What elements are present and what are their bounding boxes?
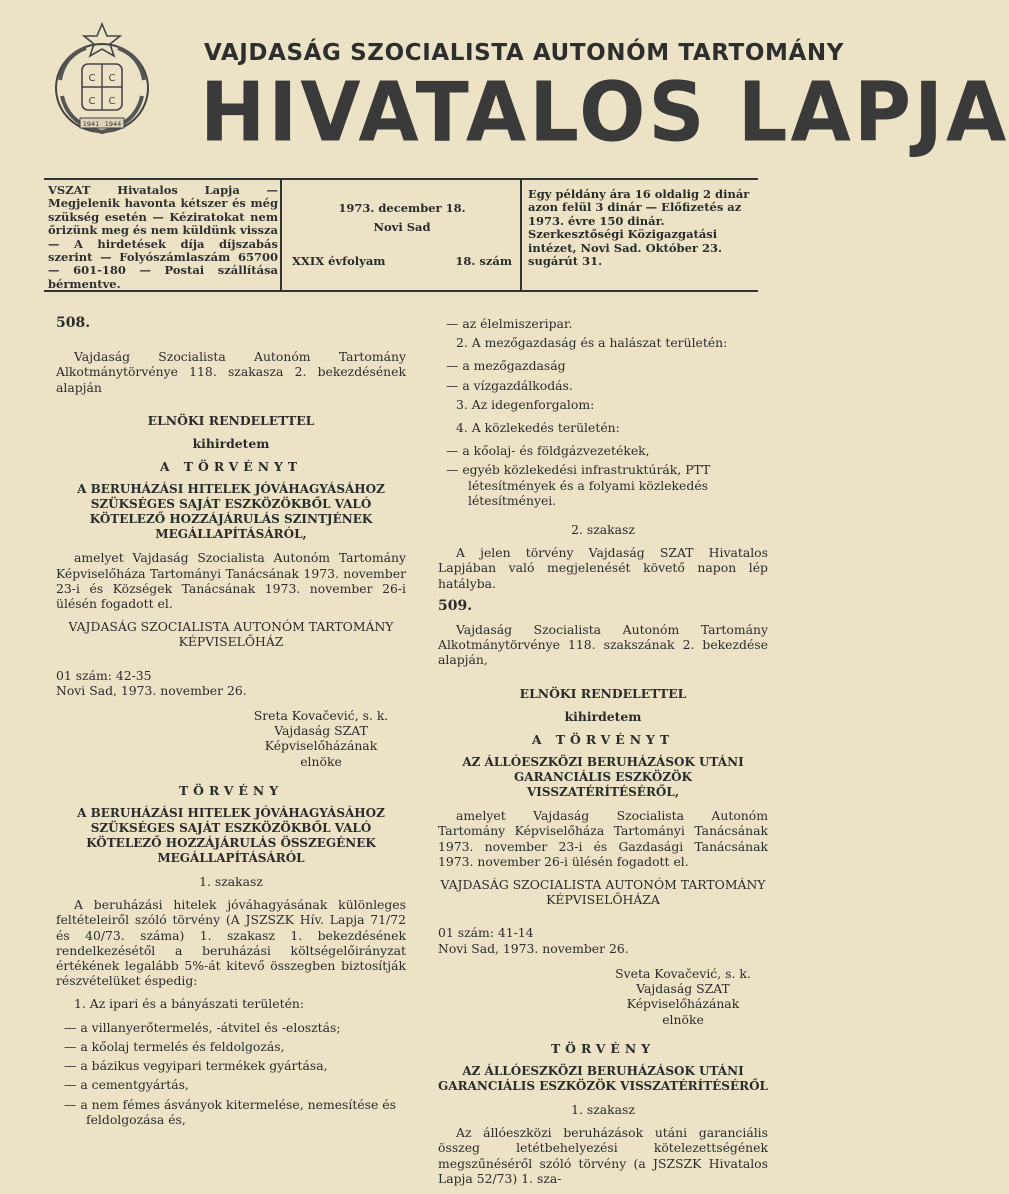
list-heading: 4. A közlekedés területén: [456,420,620,436]
signatory-name: Sreta Kovačević, s. k. [253,708,389,724]
signature-block [608,966,758,1027]
law-title: AZ ÁLLÓESZKÖZI BERUHÁZÁSOK UTÁNI GARANCIÁLIS ESZKÖZÖK VISSZATÉRÍTÉSÉRŐL, [462,755,744,800]
decree-label: ELNÖKI RENDELETTEL [147,412,315,428]
issue-volume: XXIX évfolyam [292,253,386,268]
list-item: — a kőolaj- és földgázvezetékek, [446,443,650,459]
issue-header-box [44,178,758,292]
list-item: — a vízgazdálkodás. [446,377,573,393]
right-column [438,316,768,1194]
signatory-name: Sveta Kovačević, s. k. [615,965,751,981]
list-item: — a nem fémes ásványok kitermelése, nemesítése és feldolgozása és, [64,1096,396,1127]
law-label: A TÖRVÉNYT [159,459,303,475]
signatory-role: Képviselőházának elnöke [264,738,378,769]
assembly-name: VAJDASÁG SZOCIALISTA AUTONÓM TARTOMÁNY KÉPVISELŐHÁZA [440,877,766,908]
announce-label: kihirdetem [564,708,642,724]
list-item: — a mezőgazdaság [446,358,566,374]
reference-date: Novi Sad, 1973. november 26. [438,940,629,956]
seal-year-left: 1941 [82,120,100,128]
adoption-note: amelyet Vajdaság Szocialista Autonóm Tartomány Képviselőháza Tartományi Tanácsának 1973. november 23-i és Községek Tanácsának 1973. november 26-i ülésén fogadott el. [56,550,406,612]
act-intro: Vajdaság Szocialista Autonóm Tartomány Alkotmánytörvénye 118. szakasza 2. bekezdésének alapján [56,349,406,395]
coat-of-arms-seal [46,20,158,138]
act-intro: Vajdaság Szocialista Autonóm Tartomány Alkotmánytörvénye 118. szakszának 2. bekezdése alapján, [438,622,768,668]
section-heading: 1. szakasz [571,1101,635,1117]
act-number: 509. [438,597,473,614]
list-item: — egyéb közlekedési infrastruktúrák, PTT létesítmények és a folyami közlekedés létesítményei. [446,462,711,508]
seal-year-right: 1944 [104,120,122,128]
list-heading: 3. Az idegenforgalom: [456,396,595,412]
publication-notice: VSZAT Hivatalos Lapja — Megjelenik havonta kétszer és még szükség esetén — Kéziratokat nem őrizünk meg és nem küldünk vissza — A hirdetések díja díjszabás szerint — Folyószámlaszám 65700 — 601-180 — Postai szállítása bérmentve. [48,183,278,291]
masthead-region-title: VAJDASÁG SZOCIALISTA AUTONÓM TARTOMÁNY [204,40,844,66]
list-item: — az élelmiszeripar. [446,316,573,331]
list-heading: 2. A mezőgazdaság és a halászat területén: [456,335,728,351]
act-number: 508. [56,315,91,331]
law-title: A BERUHÁZÁSI HITELEK JÓVÁHAGYÁSÁHOZ SZÜKSÉGES SAJÁT ESZKÖZÖKBŐL VALÓ KÖTELEZŐ HOZZÁJÁRULÁS SZINTJÉNEK MEGÁLLAPÍTÁSÁRÓL, [77,482,385,542]
adoption-note: amelyet Vajdaság Szocialista Autonóm Tartomány Képviselőháza Tartományi Tanácsának 1973. november 23-i és Gazdasági Tanácsának 1973. november 26-i ülésén fogadott el. [438,808,768,869]
signatory-role: Képviselőházának elnöke [626,996,740,1027]
issue-info [288,202,516,268]
reference-date: Novi Sad, 1973. november 26. [56,682,247,698]
list-item: — a bázikus vegyipari termékek gyártása, [64,1058,328,1074]
section-heading: 1. szakasz [199,874,263,890]
signatory-org: Vajdaság SZAT [636,981,730,997]
section-body: Az állóeszközi beruházások utáni garanciális összeg letétbehelyezési kötelezettségének megszűnéséről szóló törvény (a JSZSZK Hivatalos Lapja 52/73) 1. sza- [438,1125,768,1186]
list-heading: 1. Az ipari és a bányászati területén: [74,996,305,1012]
issue-date: 1973. december 18. [338,201,466,215]
law-heading: TÖRVÉNY [550,1040,656,1056]
issue-number: 18. szám [455,253,512,268]
masthead-publication-title: HIVATALOS LAPJA [200,65,1009,161]
signatory-org: Vajdaság SZAT [274,723,368,739]
svg-text:C: C [108,73,116,84]
svg-text:C: C [88,96,96,107]
law-title-full: AZ ÁLLÓESZKÖZI BERUHÁZÁSOK UTÁNI GARANCIÁLIS ESZKÖZÖK VISSZATÉRÍTÉSÉRŐL [438,1063,768,1093]
law-label: A TÖRVÉNYT [531,732,675,748]
list-item: — a kőolaj termelés és feldolgozás, [64,1038,285,1054]
svg-text:C: C [88,73,96,84]
price-notice: Egy példány ára 16 oldalig 2 dinár azon felül 3 dinár — Előfizetés az 1973. évre 150 dinár. Szerkesztőségi Közigazgatási intézet, Novi Sad. Október 23. sugárút 31. [528,187,750,269]
reference-number: 01 szám: 42-35 [56,667,152,683]
left-column [56,316,406,1131]
svg-text:C: C [108,96,116,107]
section-body: A beruházási hitelek jóváhagyásának különleges feltételeiről szóló törvény (A JSZSZK Hív. Lapja 71/72 és 40/73. száma) 1. szakasz 1. bekezdésének rendelkezésétől a beruházási költségelőirányzat értékének legalább 5%-át kitevő összegben biztosítják részvételüket éspedig: [56,897,406,989]
list-item: — a villanyerőtermelés, -átvitel és -elosztás; [64,1019,341,1035]
reference-number: 01 szám: 41-14 [438,925,534,941]
section-heading: 2. szakasz [571,522,635,538]
section-body: A jelen törvény Vajdaság SZAT Hivatalos Lapjában való megjelenését követő napon lép hatályba. [438,545,768,591]
assembly-name: VAJDASÁG SZOCIALISTA AUTONÓM TARTOMÁNY KÉPVISELŐHÁZ [68,619,394,650]
announce-label: kihirdetem [192,436,270,452]
list-item: — a cementgyártás, [64,1077,189,1093]
signature-block [246,708,396,769]
issue-place: Novi Sad [373,220,431,235]
law-heading: TÖRVÉNY [178,782,284,798]
law-title-full: A BERUHÁZÁSI HITELEK JÓVÁHAGYÁSÁHOZ SZÜKSÉGES SAJÁT ESZKÖZÖKBŐL VALÓ KÖTELEZŐ HOZZÁJÁRULÁS ÖSSZEGÉNEK MEGÁLLAPÍTÁSÁRÓL [77,806,385,866]
decree-label: ELNÖKI RENDELETTEL [519,685,687,701]
